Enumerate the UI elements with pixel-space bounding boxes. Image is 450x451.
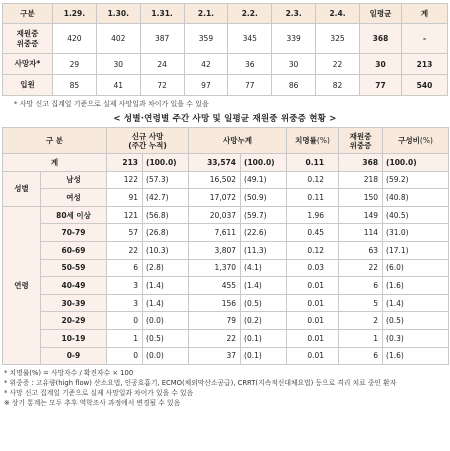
top-cell-value: 97 — [184, 75, 228, 96]
top-header-date: 2.1. — [184, 4, 228, 24]
cell-cum-pct: (11.3) — [241, 241, 287, 259]
top-cell-value: 72 — [140, 75, 184, 96]
cell-new: 91 — [107, 189, 143, 207]
top-header-corner: 구분 — [3, 4, 53, 24]
cell-cum-pct: (50.9) — [241, 189, 287, 207]
row-label: 60-69 — [41, 241, 107, 259]
table-row — [3, 329, 449, 347]
cell-crit-pct: (6.0) — [383, 259, 449, 277]
cell-cum-pct: (49.1) — [241, 171, 287, 189]
row-label: 30-39 — [41, 294, 107, 312]
header-ratio — [383, 128, 449, 154]
top-header-date: 1.29. — [53, 4, 97, 24]
cell-fatal: 1.96 — [287, 206, 339, 224]
cell-crit-pct: (1.6) — [383, 347, 449, 365]
cell-crit: 2 — [339, 312, 383, 330]
cell-new-pct: (100.0) — [143, 154, 189, 172]
row-label: 0-9 — [41, 347, 107, 365]
top-cell-value: 30 — [272, 54, 316, 75]
table-row — [3, 277, 449, 295]
table-row — [3, 259, 449, 277]
table-row — [3, 347, 449, 365]
top-cell-value: 85 — [53, 75, 97, 96]
top-table-note: * 사망 신고 집계일 기준으로 실제 사망일과 차이가 있을 수 있음 — [14, 100, 209, 108]
cell-crit-pct: (59.2) — [383, 171, 449, 189]
header-cum-deaths: 사망누계 — [189, 128, 287, 154]
cell-new-pct: (26.8) — [143, 224, 189, 242]
cell-cum-pct: (0.5) — [241, 294, 287, 312]
table-row — [3, 189, 449, 207]
weekly-summary-table — [2, 3, 448, 96]
top-cell-value: 339 — [272, 24, 316, 54]
top-header-date: 2.3. — [272, 4, 316, 24]
cell-crit: 5 — [339, 294, 383, 312]
top-cell-value: 29 — [53, 54, 97, 75]
cell-fatal: 0.12 — [287, 171, 339, 189]
header-fatality-unit: (%) — [316, 136, 330, 145]
cell-new-pct: (10.3) — [143, 241, 189, 259]
header-ratio-label: 구성비 — [398, 136, 420, 145]
header-gubun: 구 분 — [3, 128, 107, 154]
cell-cum: 7,611 — [189, 224, 241, 242]
top-cell-value: 77 — [228, 75, 272, 96]
cell-cum-pct: (100.0) — [241, 154, 287, 172]
top-header-date: 2.2. — [228, 4, 272, 24]
group-label: 성별 — [3, 171, 41, 206]
top-cell-avg: 77 — [360, 75, 402, 96]
header-critical — [339, 128, 383, 154]
cell-new-pct: (56.8) — [143, 206, 189, 224]
top-cell-value: 36 — [228, 54, 272, 75]
cell-new-pct: (2.8) — [143, 259, 189, 277]
top-cell-value: 42 — [184, 54, 228, 75]
row-label: 여성 — [41, 189, 107, 207]
row-label: 70-79 — [41, 224, 107, 242]
cell-new-pct: (0.5) — [143, 329, 189, 347]
header-ratio-unit: (%) — [419, 136, 433, 145]
footnote-line: * 사망 신고 집계일 기준으로 실제 사망일과 차이가 있을 수 있음 — [4, 389, 194, 398]
table-row — [3, 224, 449, 242]
cell-fatal: 0.01 — [287, 294, 339, 312]
cell-cum-pct: (59.7) — [241, 206, 287, 224]
footnote-line: ※ 상기 통계는 모두 추후 역학조사 과정에서 변경될 수 있음 — [4, 399, 181, 408]
cell-crit: 1 — [339, 329, 383, 347]
cell-cum: 20,037 — [189, 206, 241, 224]
cell-crit: 63 — [339, 241, 383, 259]
cell-fatal: 0.01 — [287, 312, 339, 330]
total-row — [3, 154, 449, 172]
group-label: 연령 — [3, 206, 41, 364]
cell-fatal: 0.01 — [287, 329, 339, 347]
cell-new-pct: (1.4) — [143, 277, 189, 295]
cell-fatal: 0.11 — [287, 154, 339, 172]
cell-crit-pct: (0.5) — [383, 312, 449, 330]
top-table-row — [3, 24, 448, 54]
table-row — [3, 206, 449, 224]
demographic-table — [2, 127, 449, 365]
section-title: < 성별·연령별 주간 사망 및 일평균 재원중 위중증 현황 > — [113, 114, 337, 124]
cell-new: 3 — [107, 294, 143, 312]
row-label: 50-59 — [41, 259, 107, 277]
cell-crit: 218 — [339, 171, 383, 189]
cell-cum-pct: (0.1) — [241, 347, 287, 365]
top-cell-value: 402 — [96, 24, 140, 54]
cell-cum: 33,574 — [189, 154, 241, 172]
demographic-header-row — [3, 128, 449, 154]
cell-crit-pct: (1.4) — [383, 294, 449, 312]
cell-fatal: 0.03 — [287, 259, 339, 277]
top-cell-total: 540 — [402, 75, 448, 96]
cell-new: 57 — [107, 224, 143, 242]
footnotes — [2, 368, 448, 408]
top-cell-value: 22 — [316, 54, 360, 75]
cell-new: 0 — [107, 312, 143, 330]
top-cell-value: 420 — [53, 24, 97, 54]
cell-cum-pct: (4.1) — [241, 259, 287, 277]
cell-new-pct: (0.0) — [143, 312, 189, 330]
cell-new-pct: (0.0) — [143, 347, 189, 365]
footnote-line: * 치명률(%) = 사망자수 / 확진자수 × 100 — [4, 369, 134, 378]
cell-cum: 22 — [189, 329, 241, 347]
cell-crit: 150 — [339, 189, 383, 207]
cell-new: 6 — [107, 259, 143, 277]
cell-crit-pct: (31.0) — [383, 224, 449, 242]
cell-crit: 22 — [339, 259, 383, 277]
weekly-summary-header-row — [3, 4, 448, 24]
cell-crit: 368 — [339, 154, 383, 172]
top-cell-value: 387 — [140, 24, 184, 54]
top-cell-total: 213 — [402, 54, 448, 75]
cell-fatal: 0.01 — [287, 347, 339, 365]
top-row-label: 재원중 위중증 — [3, 24, 53, 54]
cell-new-pct: (1.4) — [143, 294, 189, 312]
cell-crit-pct: (40.8) — [383, 189, 449, 207]
cell-crit-pct: (100.0) — [383, 154, 449, 172]
table-row — [3, 171, 449, 189]
cell-fatal: 0.11 — [287, 189, 339, 207]
cell-cum: 16,502 — [189, 171, 241, 189]
cell-crit-pct: (0.3) — [383, 329, 449, 347]
total-label: 계 — [3, 154, 107, 172]
cell-new: 3 — [107, 277, 143, 295]
table-row — [3, 294, 449, 312]
cell-crit: 149 — [339, 206, 383, 224]
cell-cum: 3,807 — [189, 241, 241, 259]
cell-new: 213 — [107, 154, 143, 172]
cell-new-pct: (57.3) — [143, 171, 189, 189]
cell-new: 121 — [107, 206, 143, 224]
top-table-row — [3, 54, 448, 75]
header-critical-line2: 위중증 — [349, 140, 372, 150]
header-fatality-label: 치명률 — [295, 136, 317, 145]
top-header-date: 2.4. — [316, 4, 360, 24]
cell-cum: 17,072 — [189, 189, 241, 207]
cell-cum: 1,370 — [189, 259, 241, 277]
header-critical-line1: 재원중 — [349, 131, 372, 141]
row-label: 20-29 — [41, 312, 107, 330]
cell-cum-pct: (0.2) — [241, 312, 287, 330]
cell-crit: 6 — [339, 347, 383, 365]
top-header-date: 1.30. — [96, 4, 140, 24]
cell-crit: 6 — [339, 277, 383, 295]
cell-fatal: 0.12 — [287, 241, 339, 259]
top-cell-value: 325 — [316, 24, 360, 54]
cell-crit-pct: (40.5) — [383, 206, 449, 224]
cell-new: 22 — [107, 241, 143, 259]
top-cell-value: 41 — [96, 75, 140, 96]
top-cell-value: 345 — [228, 24, 272, 54]
cell-cum-pct: (0.1) — [241, 329, 287, 347]
top-cell-avg: 368 — [360, 24, 402, 54]
cell-new: 1 — [107, 329, 143, 347]
top-cell-value: 86 — [272, 75, 316, 96]
top-row-label: 입원 — [3, 75, 53, 96]
top-row-label: 사망자* — [3, 54, 53, 75]
header-fatality — [287, 128, 339, 154]
header-new-deaths-line1: 신규 사망 — [131, 131, 164, 141]
cell-crit: 114 — [339, 224, 383, 242]
cell-crit-pct: (17.1) — [383, 241, 449, 259]
row-label: 10-19 — [41, 329, 107, 347]
top-header-avg: 일평균 — [360, 4, 402, 24]
top-table-row — [3, 75, 448, 96]
header-new-deaths-line2: (주간 누적) — [128, 140, 167, 150]
cell-fatal: 0.45 — [287, 224, 339, 242]
row-label: 40-49 — [41, 277, 107, 295]
cell-cum: 37 — [189, 347, 241, 365]
footnote-line: * 위중증 : 고유량(high flow) 산소요법, 인공호흡기, ECMO(체외막산소공급), CRRT(지속적신대체요법) 등으로 격리 치료 중인 환자 — [4, 379, 397, 388]
table-row — [3, 241, 449, 259]
top-cell-avg: 30 — [360, 54, 402, 75]
cell-cum-pct: (1.4) — [241, 277, 287, 295]
row-label: 80세 이상 — [41, 206, 107, 224]
cell-fatal: 0.01 — [287, 277, 339, 295]
top-cell-value: 30 — [96, 54, 140, 75]
top-cell-total: - — [402, 24, 448, 54]
top-cell-value: 359 — [184, 24, 228, 54]
table-row — [3, 312, 449, 330]
header-new-deaths — [107, 128, 189, 154]
cell-new: 0 — [107, 347, 143, 365]
cell-new: 122 — [107, 171, 143, 189]
cell-new-pct: (42.7) — [143, 189, 189, 207]
cell-crit-pct: (1.6) — [383, 277, 449, 295]
row-label: 남성 — [41, 171, 107, 189]
cell-cum: 79 — [189, 312, 241, 330]
top-header-total: 계 — [402, 4, 448, 24]
top-header-date: 1.31. — [140, 4, 184, 24]
cell-cum-pct: (22.6) — [241, 224, 287, 242]
cell-cum: 156 — [189, 294, 241, 312]
cell-cum: 455 — [189, 277, 241, 295]
top-cell-value: 82 — [316, 75, 360, 96]
top-cell-value: 24 — [140, 54, 184, 75]
